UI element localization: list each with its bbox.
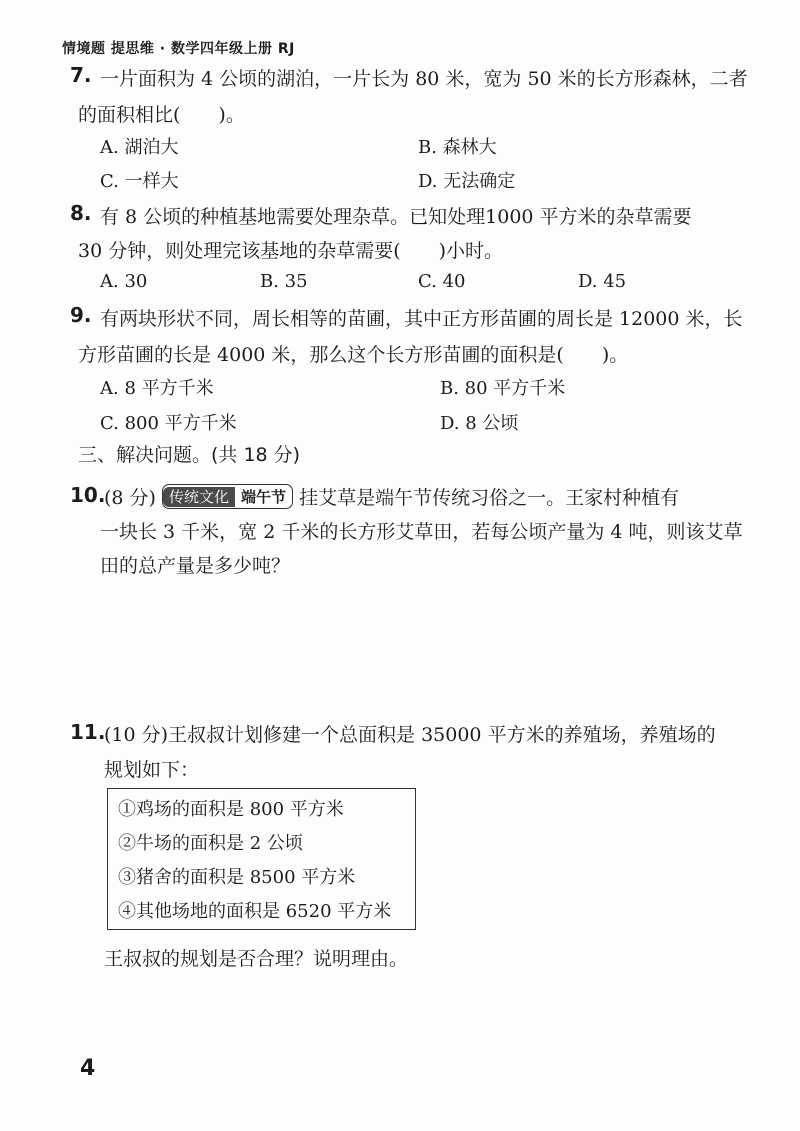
question-number: 7. — [70, 63, 92, 87]
section-heading: 三、解决问题。(共 18 分) — [78, 444, 301, 466]
option-b: B. 35 — [260, 271, 308, 292]
question-text-line: 方形苗圃的长是 4000 米，那么这个长方形苗圃的面积是( )。 — [78, 344, 629, 366]
option-c: C. 一样大 — [100, 171, 179, 192]
plan-item: ④其他场地的面积是 6520 平方米 — [118, 901, 392, 922]
question-text-line: (10 分)王叔叔计划修建一个总面积是 35000 平方米的养殖场，养殖场的 — [104, 724, 716, 746]
question-first-line — [104, 483, 679, 510]
question-text-line: 田的总产量是多少吨？ — [100, 555, 291, 577]
option-d: D. 无法确定 — [418, 171, 516, 192]
question-text-line: 一块长 3 千米，宽 2 千米的长方形艾草田，若每公顷产量为 4 吨，则该艾草 — [100, 521, 743, 543]
topic-tag — [162, 484, 293, 509]
question-number: 11. — [70, 720, 106, 744]
question-text-line: 的面积相比( )。 — [78, 104, 245, 126]
question-text-line: 有两块形状不同，周长相等的苗圃，其中正方形苗圃的周长是 12000 米，长 — [100, 308, 743, 330]
page-header: 情境题 提思维 · 数学四年级上册 RJ — [62, 41, 295, 57]
question-number: 8. — [70, 201, 92, 225]
plan-item: ①鸡场的面积是 800 平方米 — [118, 799, 344, 820]
question-number: 9. — [70, 303, 92, 327]
plan-item: ②牛场的面积是 2 公顷 — [118, 833, 303, 854]
option-d: D. 45 — [578, 271, 627, 292]
question-text-line: 30 分钟，则处理完该基地的杂草需要( )小时。 — [78, 240, 504, 262]
option-c: C. 40 — [418, 271, 466, 292]
question-text-line: 规划如下： — [104, 759, 200, 781]
page-number: 4 — [80, 1056, 96, 1081]
option-c: C. 800 平方千米 — [100, 413, 237, 434]
tag-dragon-boat: 端午节 — [241, 488, 287, 506]
question-number: 10. — [70, 483, 106, 507]
question-score: (8 分) — [104, 487, 156, 509]
option-b: B. 森林大 — [418, 137, 497, 158]
question-text-line: 有 8 公顷的种植基地需要处理杂草。已知处理1000 平方米的杂草需要 — [100, 206, 692, 228]
plan-box — [107, 788, 416, 930]
option-b: B. 80 平方千米 — [440, 378, 566, 399]
option-a: A. 8 平方千米 — [100, 378, 214, 399]
question-text-line: 一片面积为 4 公顷的湖泊，一片长为 80 米，宽为 50 米的长方形森林，二者 — [100, 68, 748, 90]
plan-item: ③猪舍的面积是 8500 平方米 — [118, 867, 356, 888]
tag-traditional-culture: 传统文化 — [163, 487, 235, 507]
question-prompt: 王叔叔的规划是否合理？说明理由。 — [104, 948, 409, 970]
option-a: A. 30 — [100, 271, 148, 292]
question-text: 挂艾草是端午节传统习俗之一。王家村种植有 — [299, 487, 680, 509]
option-a: A. 湖泊大 — [100, 137, 179, 158]
option-d: D. 8 公顷 — [440, 413, 519, 434]
